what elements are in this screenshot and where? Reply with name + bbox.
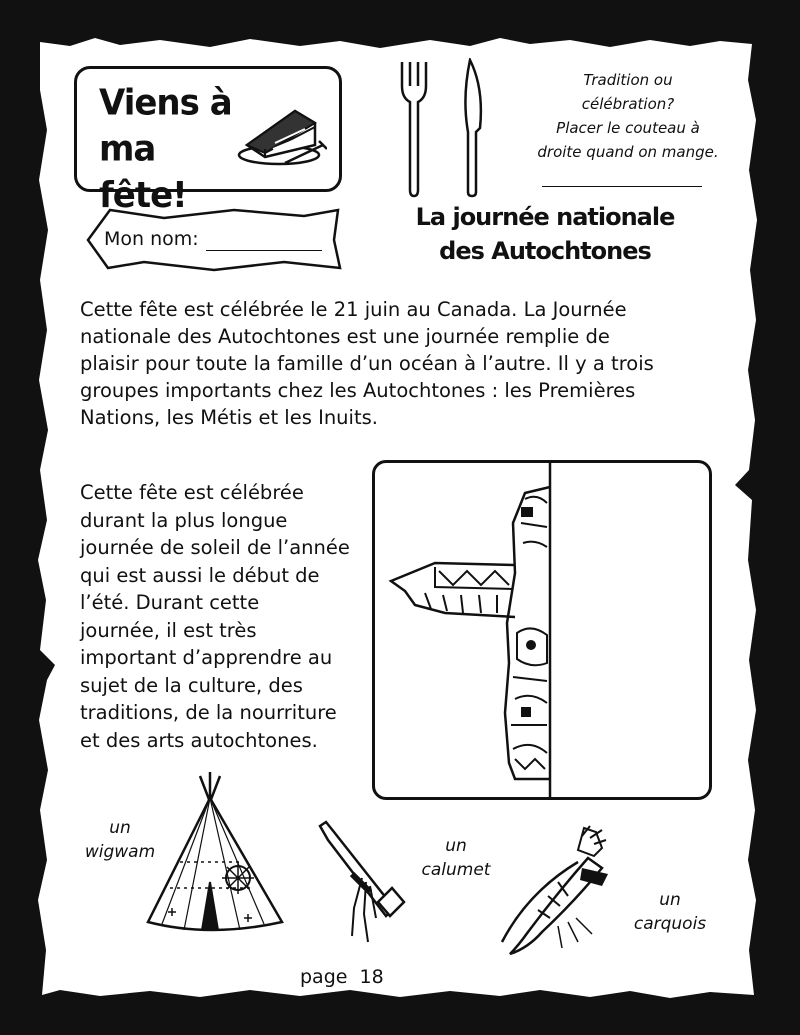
- fork-and-knife-icon: [396, 58, 492, 198]
- intro-line-5: Nations, les Métis et les Inuits.: [80, 406, 378, 429]
- detail-line-1: Cette fête est célébrée: [80, 481, 304, 504]
- heading-line-1: La journée nationale: [415, 203, 675, 231]
- name-input-line[interactable]: [206, 250, 322, 251]
- intro-line-1: Cette fête est célébrée le 21 juin au Canada. La Journée: [80, 298, 627, 321]
- calumet-label: [408, 834, 504, 882]
- carquois-label: [622, 888, 718, 936]
- intro-line-2: nationale des Autochtones est une journée remplie de: [80, 325, 610, 348]
- detail-line-8: sujet de la culture, des: [80, 673, 303, 697]
- detail-paragraph: [80, 479, 360, 754]
- intro-line-3: plaisir pour toute la famille d’un océan à l’autre. Il y a trois: [80, 352, 654, 375]
- tradition-line-2: célébration?: [581, 95, 675, 113]
- detail-line-9: traditions, de la nourriture: [80, 701, 337, 724]
- detail-line-2: durant la plus longue: [80, 508, 288, 532]
- detail-line-3: journée de soleil de l’année: [80, 536, 350, 559]
- carquois-label-line-1: un: [659, 890, 681, 910]
- totem-pole-half-icon: [375, 463, 709, 797]
- tradition-line-4: droite quand on mange.: [537, 143, 719, 161]
- title-line-2: ma fête!: [99, 128, 187, 217]
- title-line-1: Viens à: [99, 81, 232, 124]
- detail-line-4: qui est aussi le début de: [80, 563, 320, 587]
- tradition-line-3: Placer le couteau à: [556, 119, 700, 137]
- wigwam-label-line-1: un: [109, 818, 131, 838]
- detail-line-10: et des arts autochtones.: [80, 728, 318, 752]
- wigwam-icon: [140, 772, 290, 952]
- calumet-label-line-1: un: [445, 836, 467, 856]
- section-heading: [410, 200, 680, 268]
- wigwam-label-line-2: wigwam: [84, 842, 156, 862]
- intro-line-4: groupes importants chez les Autochtones : les Premières: [80, 379, 636, 402]
- detail-line-6: journée, il est très: [80, 618, 257, 642]
- quiver-icon: [498, 822, 628, 962]
- title-box: [74, 66, 342, 217]
- heading-line-2: des Autochtones: [439, 237, 651, 265]
- calumet-pipe-icon: [308, 818, 408, 948]
- intro-paragraph: [80, 296, 700, 431]
- tradition-answer-line[interactable]: [542, 186, 702, 187]
- totem-drawing-box[interactable]: [372, 460, 712, 800]
- cake-slice-icon: [235, 93, 327, 173]
- detail-line-5: l’été. Durant cette: [80, 591, 260, 614]
- tradition-line-1: Tradition ou: [583, 71, 673, 89]
- name-field-label: Mon nom:: [104, 228, 199, 250]
- page-number: page 18: [300, 966, 384, 988]
- detail-line-7: important d’apprendre au: [80, 646, 333, 669]
- carquois-label-line-2: carquois: [633, 914, 707, 934]
- page-title: [99, 80, 249, 219]
- tradition-question: [528, 68, 728, 164]
- calumet-label-line-2: calumet: [421, 860, 491, 880]
